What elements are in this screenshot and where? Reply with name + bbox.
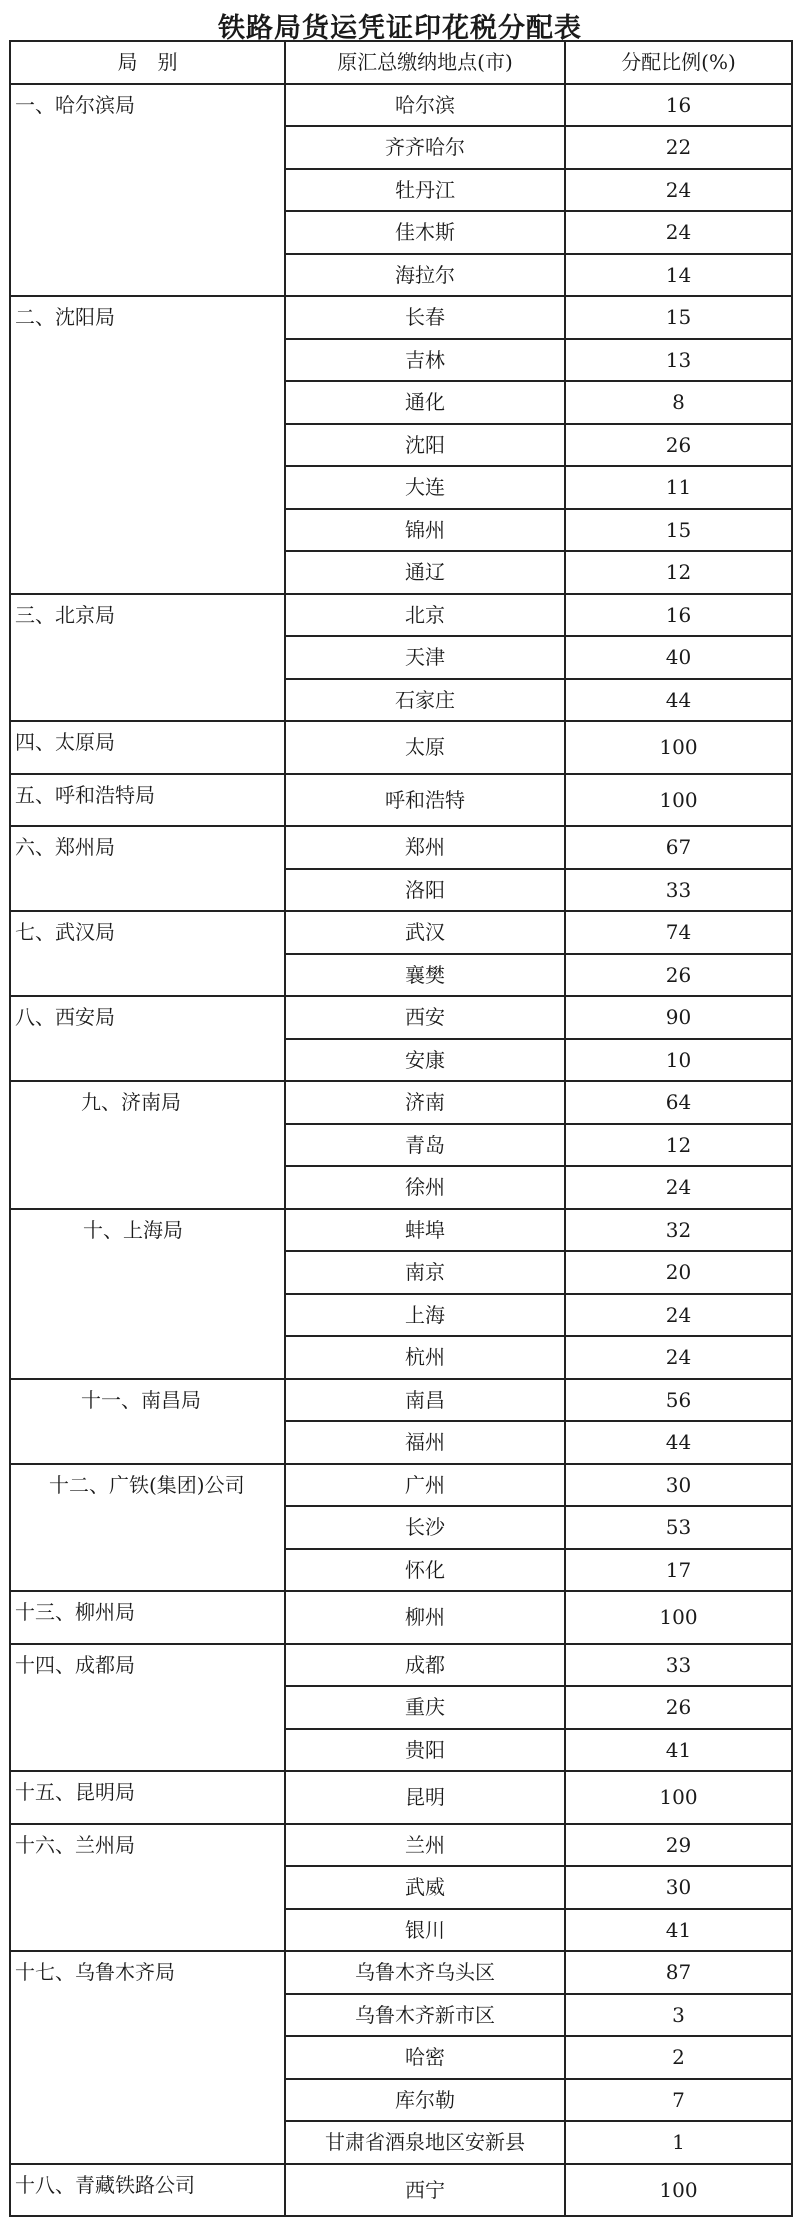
ratio-cell: 100 (565, 721, 792, 774)
location-cell: 银川 (285, 1909, 565, 1952)
ratio-cell: 1 (565, 2121, 792, 2164)
location-cell: 锦州 (285, 509, 565, 552)
ratio-cell: 22 (565, 126, 792, 169)
header-row (10, 41, 792, 84)
location-cell: 牡丹江 (285, 169, 565, 212)
table-row (10, 721, 792, 774)
location-cell: 大连 (285, 466, 565, 509)
ratio-cell: 24 (565, 169, 792, 212)
ratio-cell: 30 (565, 1464, 792, 1507)
location-cell: 蚌埠 (285, 1209, 565, 1252)
ratio-cell: 44 (565, 679, 792, 722)
location-cell: 天津 (285, 636, 565, 679)
table-row (10, 996, 792, 1039)
bureau-name: 五、呼和浩特局 (10, 774, 285, 827)
ratio-cell: 53 (565, 1506, 792, 1549)
location-cell: 昆明 (285, 1771, 565, 1824)
ratio-cell: 8 (565, 381, 792, 424)
table-row (10, 826, 792, 869)
ratio-cell: 7 (565, 2079, 792, 2122)
location-cell: 兰州 (285, 1824, 565, 1867)
location-cell: 长沙 (285, 1506, 565, 1549)
header-location: 原汇总缴纳地点(市) (285, 41, 565, 84)
ratio-cell: 29 (565, 1824, 792, 1867)
ratio-cell: 41 (565, 1729, 792, 1772)
bureau-name: 四、太原局 (10, 721, 285, 774)
ratio-cell: 40 (565, 636, 792, 679)
table-row (10, 296, 792, 339)
ratio-cell: 24 (565, 211, 792, 254)
ratio-cell: 100 (565, 2164, 792, 2217)
ratio-cell: 16 (565, 84, 792, 127)
ratio-cell: 12 (565, 1124, 792, 1167)
ratio-cell: 24 (565, 1294, 792, 1337)
location-cell: 呼和浩特 (285, 774, 565, 827)
location-cell: 南昌 (285, 1379, 565, 1422)
bureau-name: 一、哈尔滨局 (10, 84, 285, 297)
ratio-cell: 30 (565, 1866, 792, 1909)
location-cell: 甘肃省酒泉地区安新县 (285, 2121, 565, 2164)
location-cell: 郑州 (285, 826, 565, 869)
ratio-cell: 26 (565, 424, 792, 467)
bureau-name: 六、郑州局 (10, 826, 285, 911)
bureau-name: 七、武汉局 (10, 911, 285, 996)
bureau-name: 十三、柳州局 (10, 1591, 285, 1644)
location-cell: 青岛 (285, 1124, 565, 1167)
bureau-name: 十七、乌鲁木齐局 (10, 1951, 285, 2164)
bureau-name: 九、济南局 (10, 1081, 285, 1209)
location-cell: 贵阳 (285, 1729, 565, 1772)
location-cell: 乌鲁木齐新市区 (285, 1994, 565, 2037)
ratio-cell: 32 (565, 1209, 792, 1252)
ratio-cell: 100 (565, 1591, 792, 1644)
location-cell: 通化 (285, 381, 565, 424)
ratio-cell: 87 (565, 1951, 792, 1994)
location-cell: 襄樊 (285, 954, 565, 997)
table-row (10, 1771, 792, 1824)
ratio-cell: 67 (565, 826, 792, 869)
ratio-cell: 20 (565, 1251, 792, 1294)
bureau-name: 十、上海局 (10, 1209, 285, 1379)
header-bureau: 局 别 (10, 41, 285, 84)
ratio-cell: 100 (565, 774, 792, 827)
ratio-cell: 2 (565, 2036, 792, 2079)
ratio-cell: 16 (565, 594, 792, 637)
location-cell: 徐州 (285, 1166, 565, 1209)
ratio-cell: 74 (565, 911, 792, 954)
location-cell: 石家庄 (285, 679, 565, 722)
location-cell: 哈尔滨 (285, 84, 565, 127)
table-row (10, 1591, 792, 1644)
location-cell: 吉林 (285, 339, 565, 382)
location-cell: 哈密 (285, 2036, 565, 2079)
bureau-name: 十四、成都局 (10, 1644, 285, 1772)
ratio-cell: 41 (565, 1909, 792, 1952)
bureau-name: 十六、兰州局 (10, 1824, 285, 1952)
bureau-name: 二、沈阳局 (10, 296, 285, 594)
table-row (10, 1644, 792, 1687)
ratio-cell: 13 (565, 339, 792, 382)
location-cell: 武汉 (285, 911, 565, 954)
bureau-name: 八、西安局 (10, 996, 285, 1081)
location-cell: 安康 (285, 1039, 565, 1082)
location-cell: 柳州 (285, 1591, 565, 1644)
ratio-cell: 24 (565, 1336, 792, 1379)
table-row (10, 594, 792, 637)
ratio-cell: 90 (565, 996, 792, 1039)
location-cell: 洛阳 (285, 869, 565, 912)
location-cell: 重庆 (285, 1686, 565, 1729)
table-title: 铁路局货运凭证印花税分配表 (218, 13, 582, 44)
location-cell: 沈阳 (285, 424, 565, 467)
location-cell: 福州 (285, 1421, 565, 1464)
location-cell: 通辽 (285, 551, 565, 594)
location-cell: 齐齐哈尔 (285, 126, 565, 169)
ratio-cell: 26 (565, 954, 792, 997)
ratio-cell: 11 (565, 466, 792, 509)
table-row (10, 1081, 792, 1124)
ratio-cell: 14 (565, 254, 792, 297)
table-body (10, 84, 792, 2217)
table-row (10, 774, 792, 827)
bureau-name: 十五、昆明局 (10, 1771, 285, 1824)
bureau-name: 十二、广铁(集团)公司 (10, 1464, 285, 1592)
location-cell: 济南 (285, 1081, 565, 1124)
ratio-cell: 10 (565, 1039, 792, 1082)
location-cell: 乌鲁木齐乌头区 (285, 1951, 565, 1994)
ratio-cell: 3 (565, 1994, 792, 2037)
bureau-name: 十一、南昌局 (10, 1379, 285, 1464)
table-row (10, 1379, 792, 1422)
ratio-cell: 24 (565, 1166, 792, 1209)
bureau-name: 三、北京局 (10, 594, 285, 722)
ratio-cell: 26 (565, 1686, 792, 1729)
ratio-cell: 64 (565, 1081, 792, 1124)
ratio-cell: 33 (565, 1644, 792, 1687)
location-cell: 怀化 (285, 1549, 565, 1592)
location-cell: 武威 (285, 1866, 565, 1909)
table-row (10, 911, 792, 954)
ratio-cell: 17 (565, 1549, 792, 1592)
location-cell: 西宁 (285, 2164, 565, 2217)
location-cell: 上海 (285, 1294, 565, 1337)
location-cell: 杭州 (285, 1336, 565, 1379)
location-cell: 西安 (285, 996, 565, 1039)
ratio-cell: 15 (565, 509, 792, 552)
location-cell: 海拉尔 (285, 254, 565, 297)
table-row (10, 84, 792, 127)
ratio-cell: 33 (565, 869, 792, 912)
location-cell: 佳木斯 (285, 211, 565, 254)
bureau-name: 十八、青藏铁路公司 (10, 2164, 285, 2217)
ratio-cell: 100 (565, 1771, 792, 1824)
location-cell: 长春 (285, 296, 565, 339)
location-cell: 成都 (285, 1644, 565, 1687)
location-cell: 北京 (285, 594, 565, 637)
table-row (10, 1209, 792, 1252)
location-cell: 广州 (285, 1464, 565, 1507)
ratio-cell: 15 (565, 296, 792, 339)
allocation-table (9, 40, 793, 2217)
header-ratio: 分配比例(%) (565, 41, 792, 84)
location-cell: 南京 (285, 1251, 565, 1294)
table-row (10, 1951, 792, 1994)
table-row (10, 1824, 792, 1867)
ratio-cell: 56 (565, 1379, 792, 1422)
ratio-cell: 12 (565, 551, 792, 594)
ratio-cell: 44 (565, 1421, 792, 1464)
location-cell: 库尔勒 (285, 2079, 565, 2122)
table-row (10, 1464, 792, 1507)
location-cell: 太原 (285, 721, 565, 774)
